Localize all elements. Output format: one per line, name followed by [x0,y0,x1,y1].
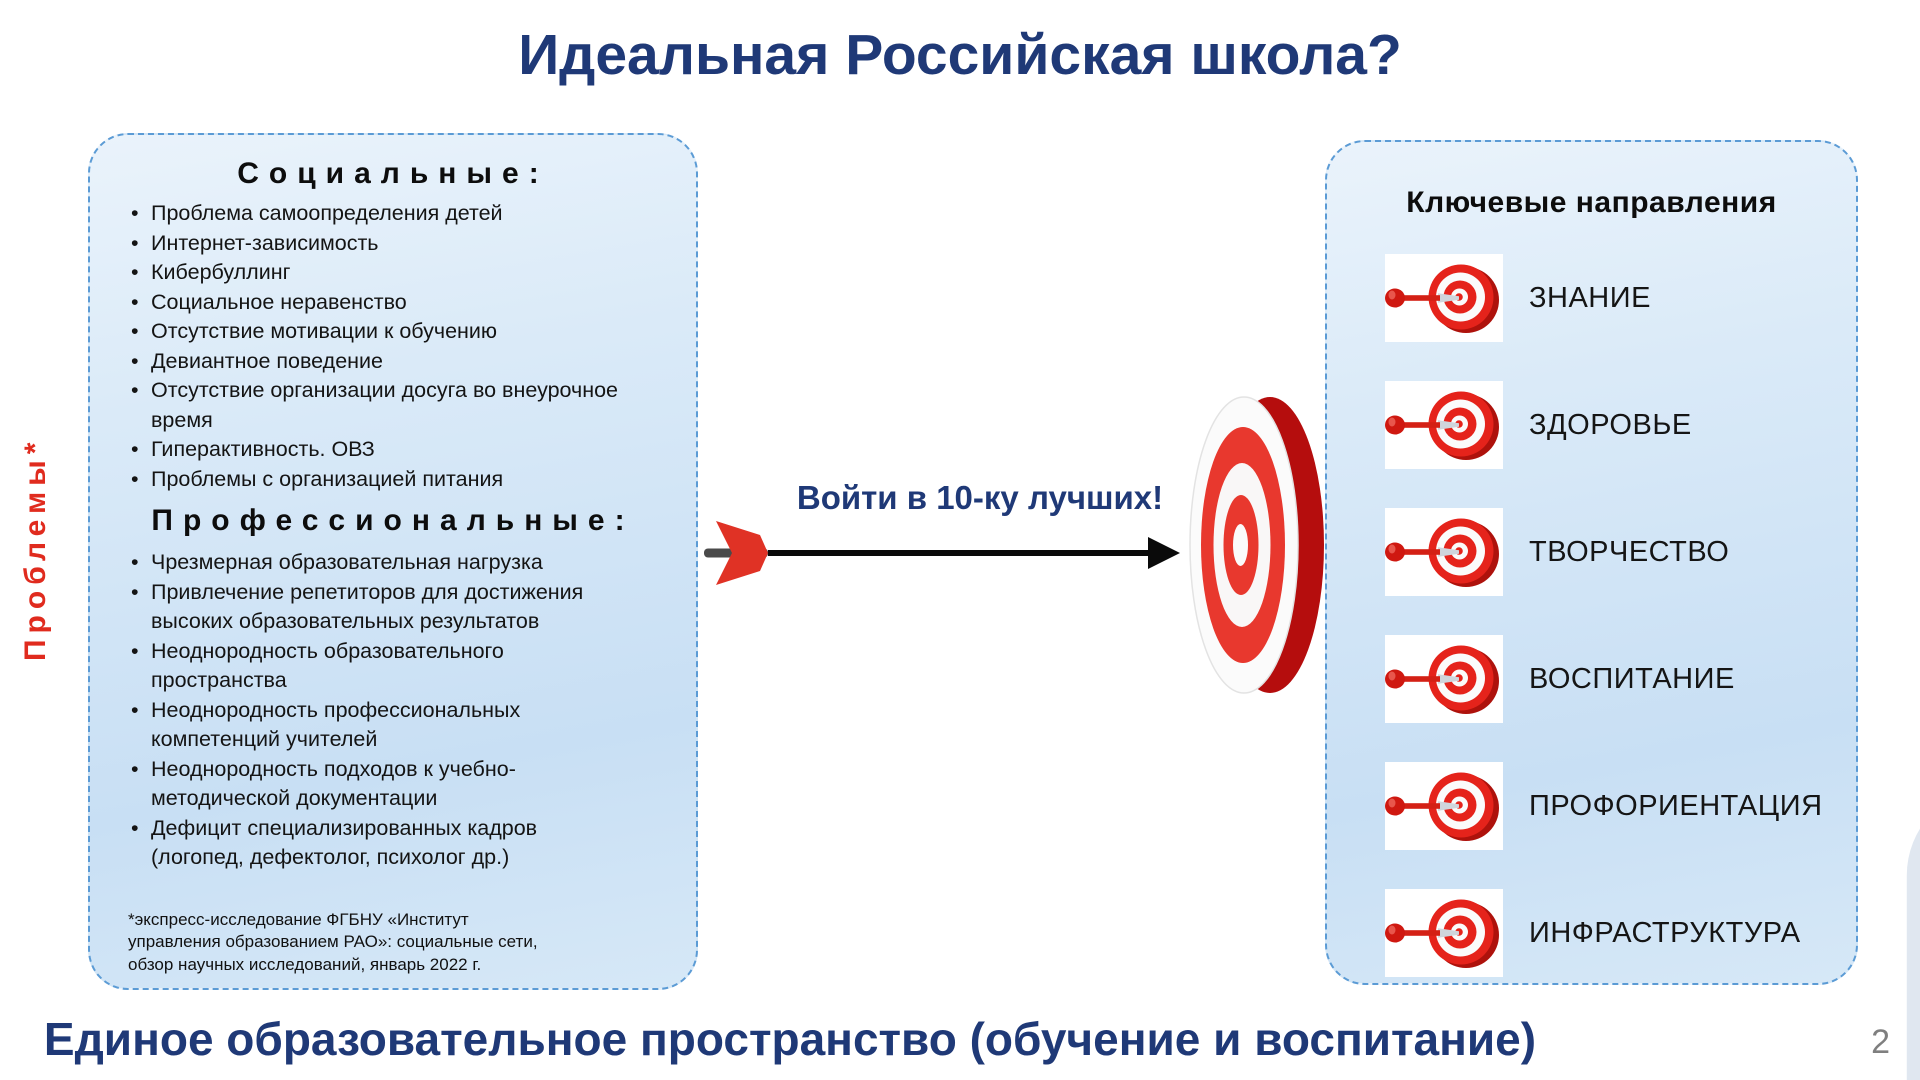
slide-title: Идеальная Российская школа? [518,23,1402,87]
problem-list-item [124,317,624,347]
key-directions-heading: Ключевые направления [1406,186,1777,219]
direction-item [1385,508,1836,596]
problem-text: Отсутствие мотивации к обучению [151,319,498,343]
direction-item [1385,889,1836,977]
problem-text: Отсутствие организации досуга во внеурочное время [151,378,619,432]
problem-list-item [124,288,624,318]
direction-label: ЗНАНИЕ [1529,281,1651,314]
page-number: 2 [1871,1023,1890,1061]
source-footnote: *экспресс-исследование ФГБНУ «Институт управления образованием РАО»: социальные сети, обзор научных исследований, январь 2022 г. [128,909,538,974]
dart-target-icon [1385,508,1503,596]
social-problems-list [90,199,696,494]
problem-text: Неоднородность профессиональных компетенций учителей [151,697,521,751]
direction-label: ИНФРАСТРУКТУРА [1529,916,1801,949]
problem-list-item [124,347,624,377]
problem-list-item [124,435,624,465]
direction-label: ЗДОРОВЬЕ [1529,408,1692,441]
problem-text: Привлечение репетиторов для достижения высоких образовательных результатов [151,579,584,633]
problem-text: Интернет-зависимость [151,230,379,255]
dart-target-icon [1385,254,1503,342]
goal-label: Войти в 10-ку лучших! [796,479,1164,516]
problem-list-item [124,258,624,288]
problem-list-item [124,696,624,755]
direction-item [1385,254,1836,342]
problem-list-item [124,755,624,814]
direction-item [1385,381,1836,469]
problem-list-item [124,637,624,696]
dart-target-icon [1385,889,1503,977]
slide-footer-title: Единое образовательное пространство (обучение и воспитание) [43,1013,1537,1065]
social-problems-heading: Социальные: [237,157,549,190]
problem-text: Проблемы с организацией питания [151,466,504,491]
problem-text: Девиантное поведение [151,348,383,373]
professional-problems-list [90,548,696,873]
dart-target-icon [1385,381,1503,469]
problems-side-label: Проблемы* [19,436,52,662]
direction-label: ПРОФОРИЕНТАЦИЯ [1529,789,1823,822]
key-directions-panel [1325,140,1858,985]
problem-list-item [124,376,624,435]
problem-text: Социальное неравенство [151,289,407,314]
problem-text: Неоднородность подходов к учебно-методической документации [151,756,516,810]
dart-target-icon [1385,762,1503,850]
problem-text: Гиперактивность. ОВЗ [151,437,375,461]
key-directions-list [1385,254,1836,977]
arrow-shaft [768,550,1150,556]
arrow-right-icon [702,513,1192,593]
problem-list-item [124,814,624,873]
problem-text: Неоднородность образовательного пространства [151,638,504,692]
dart-target-icon [1385,635,1503,723]
problem-list-item [124,578,624,637]
direction-item [1385,635,1836,723]
problem-text: Проблема самоопределения детей [151,201,503,225]
problem-list-item [124,199,624,229]
problem-list-item [124,548,624,578]
arrow-head [1148,537,1180,569]
professional-problems-heading: Профессиональные: [151,504,635,537]
problem-text: Кибербуллинг [151,260,291,284]
direction-label: ТВОРЧЕСТВО [1529,535,1730,568]
bullseye-target-icon [1188,388,1328,703]
direction-item [1385,762,1836,850]
direction-label: ВОСПИТАНИЕ [1529,662,1735,695]
problem-text: Дефицит специализированных кадров (логопед, дефектолог, психолог др.) [151,815,538,869]
problem-text: Чрезмерная образовательная нагрузка [151,550,543,574]
problem-list-item [124,465,624,495]
problem-list-item [124,229,624,259]
problems-panel [88,133,698,990]
